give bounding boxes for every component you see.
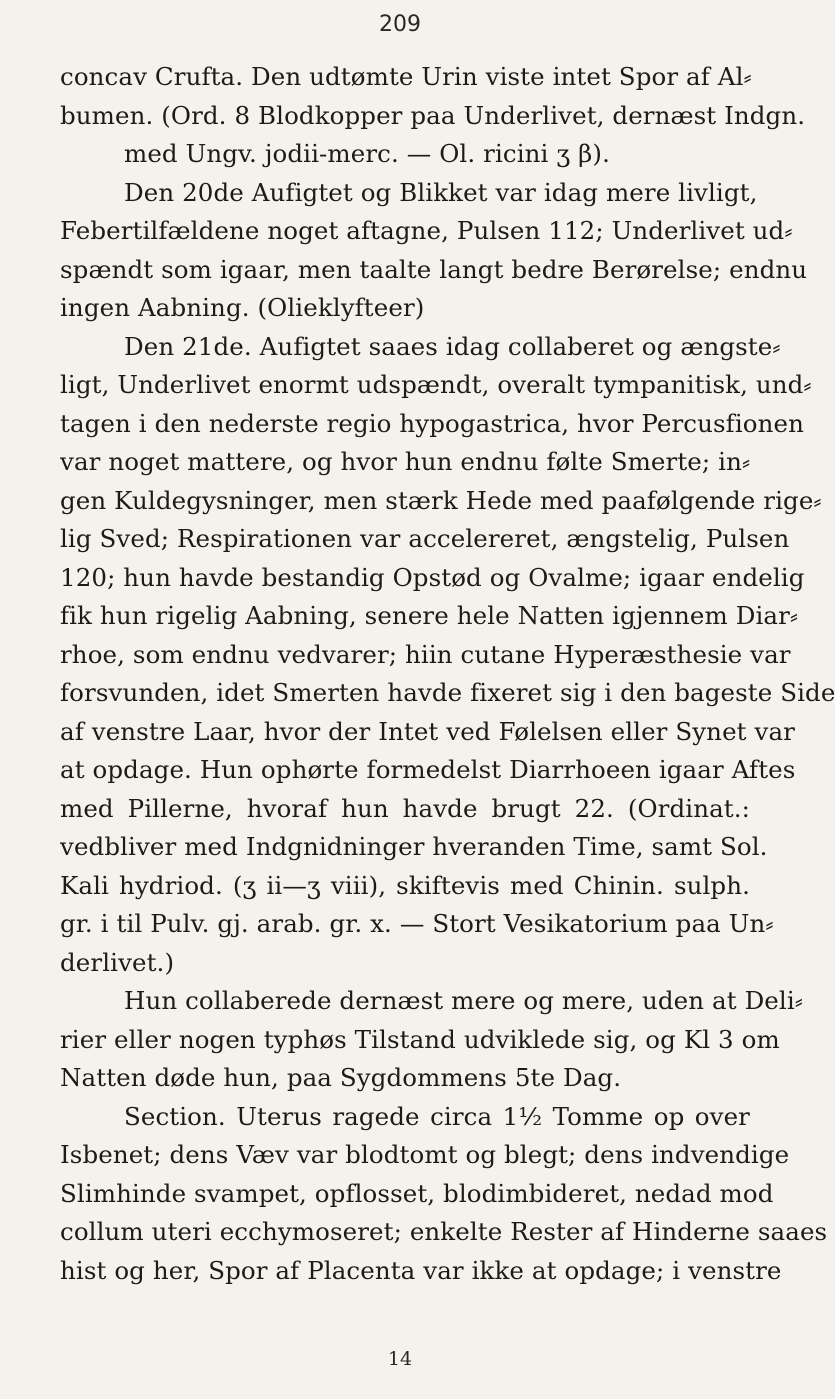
text-line: Kali hydriod. (ʒ ii—ʒ viii), skiftevis med Chinin. sulph. — [60, 870, 750, 900]
text-line: Den 21de. Aufigtet saaes idag collaberet og ængste⸗ — [124, 331, 781, 361]
text-line: bumen. (Ord. 8 Blodkopper paa Underlivet, dernæst Indgn. — [60, 100, 806, 130]
text-line: spændt som igaar, men taalte langt bedre Berørelse; endnu — [60, 254, 808, 284]
text-line: med Pillerne, hvoraf hun havde brugt 22. (Ordinat.: — [60, 793, 750, 823]
text-line: 120; hun havde bestandig Opstød og Ovalme; igaar endelig — [60, 562, 805, 592]
text-line: rier eller nogen typhøs Tilstand udviklede sig, og Kl 3 om — [60, 1024, 780, 1054]
text-line: gr. i til Pulv. gj. arab. gr. x. — Stort Vesikatorium paa Un⸗ — [60, 909, 774, 938]
text-line: tagen i den nederste regio hypogastrica, hvor Percusfionen — [60, 408, 804, 438]
text-line: hist og her, Spor af Placenta var ikke at opdage; i venstre — [60, 1255, 782, 1285]
text-line: derlivet.) — [60, 947, 175, 977]
text-line: Febertilfældene noget aftagne, Pulsen 112; Underlivet ud⸗ — [60, 216, 793, 245]
text-line: ligt, Underlivet enormt udspændt, overalt tympanitisk, und⸗ — [60, 370, 812, 399]
text-line: ingen Aabning. (Olieklyfteer) — [60, 293, 425, 322]
text-line: af venstre Laar, hvor der Intet ved Følelsen eller Synet var — [60, 716, 795, 746]
text-line: Isbenet; dens Væv var blodtomt og blegt; dens indvendige — [60, 1140, 790, 1169]
text-line: at opdage. Hun ophørte formedelst Diarrhoeen igaar Aftes — [60, 755, 796, 784]
text-line: gen Kuldegysninger, men stærk Hede med paafølgende rige⸗ — [60, 485, 822, 515]
text-line: fik hun rigelig Aabning, senere hele Natten igjennem Diar⸗ — [60, 601, 799, 630]
text-line: vedbliver med Indgnidninger hveranden Time, samt Sol. — [60, 832, 768, 861]
body-text — [60, 58, 835, 1290]
signature-mark: 14 — [387, 1348, 413, 1370]
text-line: Hun collaberede dernæst mere og mere, uden at Deli⸗ — [124, 986, 804, 1015]
text-line: collum uteri ecchymoseret; enkelte Rester af Hinderne saaes — [60, 1217, 828, 1246]
text-line: Den 20de Aufigtet og Blikket var idag mere livligt, — [124, 177, 758, 207]
text-line: rhoe, som endnu vedvarer; hiin cutane Hyperæsthesie var — [60, 639, 791, 669]
text-line: med Ungv. jodii-merc. — Ol. ricini ʒ β). — [124, 139, 610, 168]
text-line: Section. Uterus ragede circa 1½ Tomme op over — [124, 1101, 750, 1131]
text-line: Natten døde hun, paa Sygdommens 5te Dag. — [60, 1063, 622, 1092]
text-line: forsvunden, idet Smerten havde fixeret sig i den bageste Side — [60, 678, 835, 707]
text-line: var noget mattere, og hvor hun endnu følte Smerte; in⸗ — [60, 447, 751, 476]
text-line: lig Sved; Respirationen var accelereret, ængstelig, Pulsen — [60, 524, 790, 553]
text-line: concav Crufta. Den udtømte Urin viste intet Spor af Al⸗ — [60, 62, 752, 91]
page-number: 209 — [379, 12, 421, 37]
text-line: Slimhinde svampet, opflosset, blodimbideret, nedad mod — [60, 1178, 774, 1208]
